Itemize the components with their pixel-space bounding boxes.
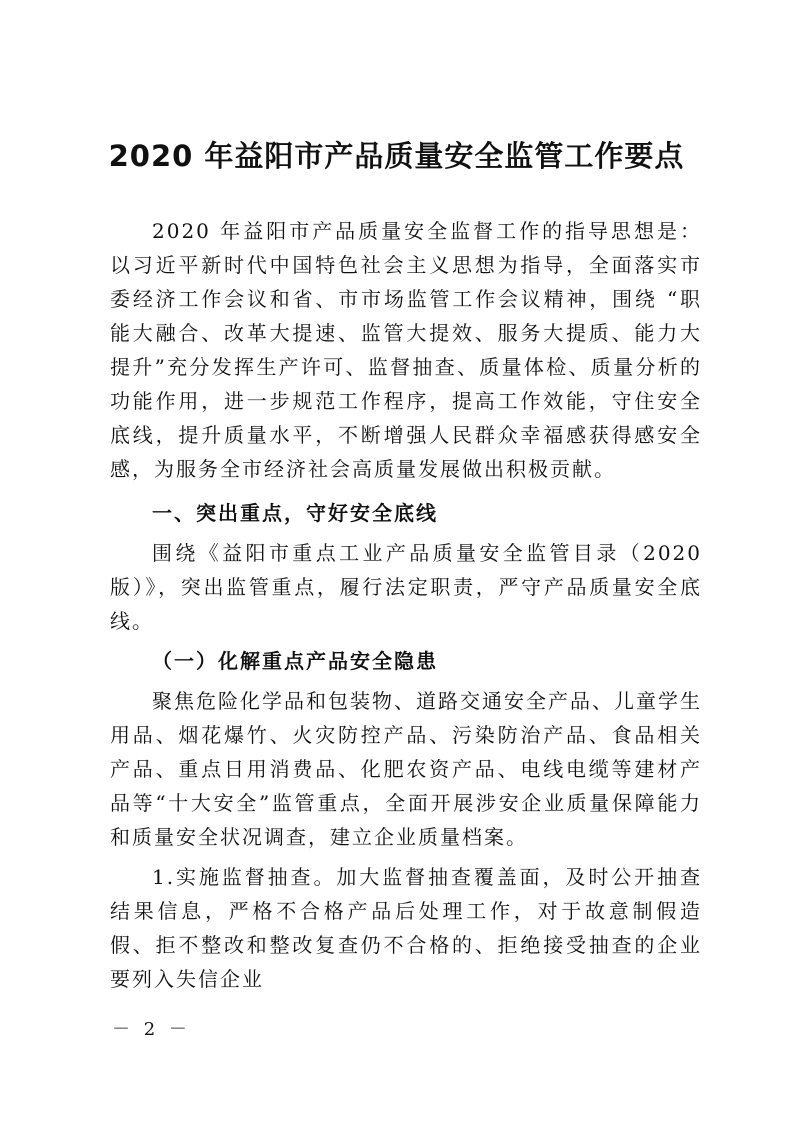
- paragraph-supervision-sampling: 1.实施监督抽查。加大监督抽查覆盖面，及时公开抽查结果信息，严格不合格产品后处理工作，对于故意制假造假、拒不整改和整改复查仍不合格的、拒绝接受抽查的企业要列入失信企业: [110, 865, 702, 991]
- document-title: 2020 年益阳市产品质量安全监管工作要点: [108, 139, 685, 173]
- subsection-heading-1: （一）化解重点产品安全隐患: [152, 649, 438, 673]
- page-number: － 2 －: [112, 1019, 191, 1040]
- paragraph-key-products: 聚焦危险化学品和包装物、道路交通安全产品、儿童学生用品、烟花爆竹、火灾防控产品、污染防治产品、食品相关产品、重点日用消费品、化肥农资产品、电线电缆等建材产品等“十大安全”监管重点，全面开展涉安企业质量保障能力和质量安全状况调查，建立企业质量档案。: [110, 689, 702, 849]
- paragraph-guiding-thought: 2020 年益阳市产品质量安全监督工作的指导思想是：以习近平新时代中国特色社会主义思想为指导，全面落实市委经济工作会议和省、市市场监管工作会议精神，围绕 “职能大融合、改革大提速、监管大提效、服务大提质、能力大提升”充分发挥生产许可、监督抽查、质量体检、质量分析的功能作用，进一步规范工作程序，提高工作效能，守住安全底线，提升质量水平，不断增强人民群众幸福感获得感安全感，为服务全市经济社会高质量发展做出积极贡献。: [110, 219, 702, 481]
- paragraph-section-intro: 围绕《益阳市重点工业产品质量安全监管目录（2020 版）》，突出监管重点，履行法定职责，严守产品质量安全底线。: [110, 541, 702, 633]
- document-body: [110, 214, 702, 996]
- section-heading-1: 一、突出重点，守好安全底线: [152, 501, 438, 525]
